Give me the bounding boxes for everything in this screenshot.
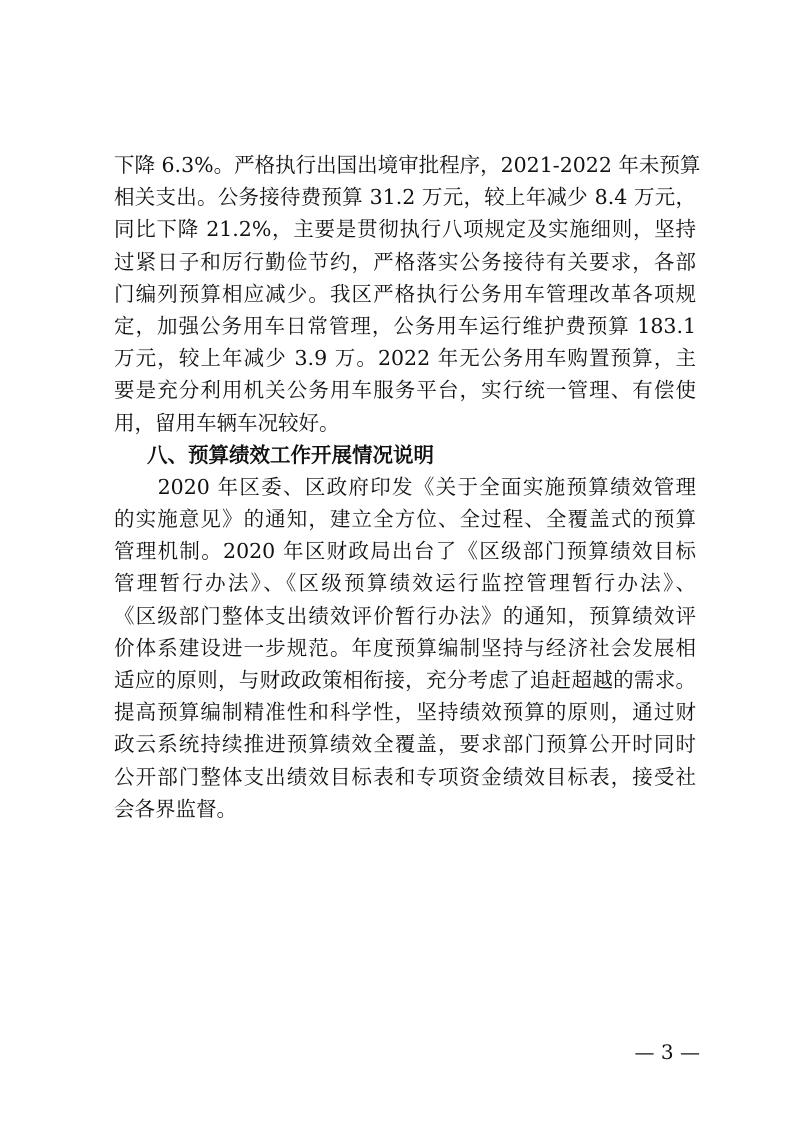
paragraph-line: 门编列预算相应减少。我区严格执行公务用车管理改革各项规 bbox=[114, 281, 696, 306]
paragraph-line: 同比下降 21.2%，主要是贯彻执行八项规定及实施细则，坚持 bbox=[114, 217, 696, 242]
paragraph-line: 要是充分利用机关公务用车服务平台，实行统一管理、有偿使 bbox=[114, 378, 696, 403]
paragraph-line: 政云系统持续推进预算绩效全覆盖，要求部门预算公开时同时 bbox=[114, 732, 696, 757]
paragraph-line: 定，加强公务用车日常管理，公务用车运行维护费预算 183.1 bbox=[114, 313, 696, 338]
paragraph-line: 管理机制。2020 年区财政局出台了《区级部门预算绩效目标 bbox=[114, 539, 696, 564]
paragraph-line: 《区级部门整体支出绩效评价暂行办法》的通知，预算绩效评 bbox=[114, 603, 696, 628]
paragraph-line: 会各界监督。 bbox=[114, 796, 237, 821]
paragraph-public-expenses bbox=[114, 149, 701, 439]
paragraph-line: 管理暂行办法》、《区级预算绩效运行监控管理暂行办法》、 bbox=[114, 571, 696, 596]
paragraph-line: 价体系建设进一步规范。年度预算编制坚持与经济社会发展相 bbox=[114, 635, 696, 660]
paragraph-line: 用，留用车辆车况较好。 bbox=[114, 410, 340, 435]
paragraph-line: 的实施意见》的通知，建立全方位、全过程、全覆盖式的预算 bbox=[114, 507, 696, 532]
paragraph-line: 相关支出。公务接待费预算 31.2 万元，较上年减少 8.4 万元， bbox=[114, 185, 696, 210]
body-text bbox=[114, 149, 701, 825]
paragraph-line: 提高预算编制精准性和科学性，坚持绩效预算的原则，通过财 bbox=[114, 700, 696, 725]
paragraph-line: 过紧日子和厉行勤俭节约，严格落实公务接待有关要求，各部 bbox=[114, 249, 696, 274]
paragraph-line: 适应的原则，与财政政策相衔接，充分考虑了追赶超越的需求。 bbox=[114, 668, 696, 692]
page-number: — 3 — bbox=[634, 1040, 700, 1064]
paragraph-line: 2020 年区委、区政府印发《关于全面实施预算绩效管理 bbox=[114, 474, 696, 499]
section-heading: 八、预算绩效工作开展情况说明 bbox=[147, 442, 434, 467]
paragraph-performance bbox=[114, 471, 696, 825]
paragraph-line: 下降 6.3%。严格执行出国出境审批程序，2021-2022 年未预算 bbox=[114, 153, 701, 177]
paragraph-line: 公开部门整体支出绩效目标表和专项资金绩效目标表，接受社 bbox=[114, 764, 696, 789]
paragraph-line: 万元，较上年减少 3.9 万。2022 年无公务用车购置预算，主 bbox=[114, 346, 696, 371]
